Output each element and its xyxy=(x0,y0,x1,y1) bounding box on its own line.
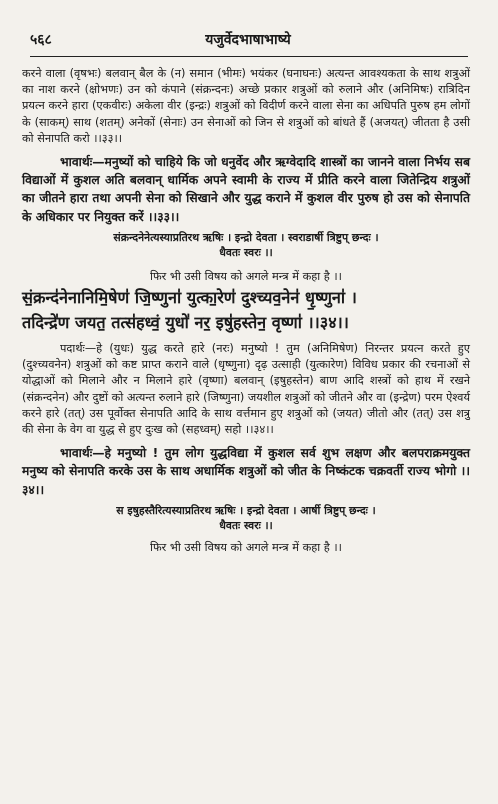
svara-35: धैवतः स्वरः ।। xyxy=(219,519,273,533)
svara-34: धैवतः स्वरः ।। xyxy=(219,246,273,260)
page-header xyxy=(30,30,466,54)
padartha-33-continued: करने वाला (वृषभः) बलवान् बैल के (न) समान (भीमः) भयंकर (घनाघनः) अत्यन्त आवश्यकता के साथ शत्रुओं का नाश करने (क्षोभणः) उन को कंपाने (संक्रन्दनः) अच्छे प्रकार शत्रुओं को रुलाने और (अनिमिषः) रात्रिदिन प्रयत्न करने हारा (एकवीरः) अकेला वीर (इन्द्रः) शत्रुओं को विदीर्ण करने वाला सेना का अधिपति पुरुष हम लोगों के (साकम्) साथ (शतम्) अनेकों (सेनाः) उन सेनाओं को जिन से शत्रुओं को बांधते हैं (अजयत्) जीतता है उसी को सेनापति करो ।।३३।। xyxy=(22,67,470,145)
header-rule xyxy=(30,56,468,57)
page-body xyxy=(22,66,470,556)
mantra-34-line-1: सं॒क्रन्द॑नेनानिमि॒षेण॑ जि॒ष्णुना॑ युत्का॒रेण॑ दुश्च्यव॒नेन॑ धृ॒ष्णुना॑ । xyxy=(22,288,357,308)
mantra-intro-34: फिर भी उसी विषय को अगले मन्त्र में कहा है ।। xyxy=(150,269,342,283)
mantra-34-line-2: तदिन्द्रे॑ण जयत॒ तत्स॑हध्वं॒ युधो॑ नर॒ इषु॑हस्तेन॒ वृष्णा॑ ।।३४।। xyxy=(22,313,349,333)
page-title: यजुर्वेदभाषाभाष्ये xyxy=(205,32,291,48)
page-number: ५६८ xyxy=(30,32,52,48)
padartha-34: पदार्थः—हे (युधः) युद्ध करते हारे (नरः) मनुष्यो ! तुम (अनिमिषेण) निरन्तर प्रयत्न करते हुए (दुश्च्यवनेन) शत्रुओं को कष्ट प्राप्त कराने वाले (धृष्णुना) दृढ़ उत्साही (युत्कारेण) विविध प्रकार की रचनाओं से योद्धाओं को मिलाने और न मिलाने हारे (वृष्णा) बलवान् (इषुहस्तेन) बाण आदि शस्त्रों को हाथ में रखने (संक्रन्दनेन) और दुष्टों को अत्यन्त रुलाने हारे (जिष्णुना) जयशील शत्रुओं को जीतने और वा (इन्द्रेण) परम ऐश्वर्य करने हारे (तत्) उस पूर्वोक्त सेनापति आदि के साथ वर्त्तमान हुए शत्रुओं को (जयत) जीतो और (तत्) उस शत्रु की सेना के वेग वा युद्ध से हुए दुःख को (सहध्वम्) सहो ।।३४।। xyxy=(22,342,470,437)
bhavartha-33: भावार्थः—मनुष्यों को चाहिये कि जो धनुर्वेद और ऋग्वेदादि शास्त्रों का जानने वाला निर्भय सब विद्याओं में कुशल अति बलवान् धार्मिक अपने स्वामी के राज्य में प्रीति करने वाला जितेन्द्रिय शत्रुओं का जीतने हारा तथा अपनी सेना को सिखाने और युद्ध कराने में कुशल वीर पुरुष हो उस को सेनापति के अधिकार पर नियुक्त करें ।।३३।। xyxy=(22,155,470,224)
bhavartha-34: भावार्थः—हे मनुष्यो ! तुम लोग युद्धविद्या में कुशल सर्व शुभ लक्षण और बलपराक्रमयुक्त मनुष्य को सेनापति करके उस के साथ अधार्मिक शत्रुओं को जीत के निष्कंटक चक्रवर्ती राज्य भोगो ।।३४।। xyxy=(22,446,470,497)
rishi-devata-34: संक्रन्दनेनेत्यस्याप्रतिरथ ऋषिः । इन्द्रो देवता । स्वराडार्षी त्रिष्टुप् छन्दः । xyxy=(113,230,379,244)
rishi-devata-35: स इषुहस्तैरित्यस्याप्रतिरथ ऋषिः । इन्द्रो देवता । आर्षी त्रिष्टुप् छन्दः । xyxy=(116,503,376,517)
mantra-intro-35: फिर भी उसी विषय को अगले मन्त्र में कहा है ।। xyxy=(150,540,342,554)
